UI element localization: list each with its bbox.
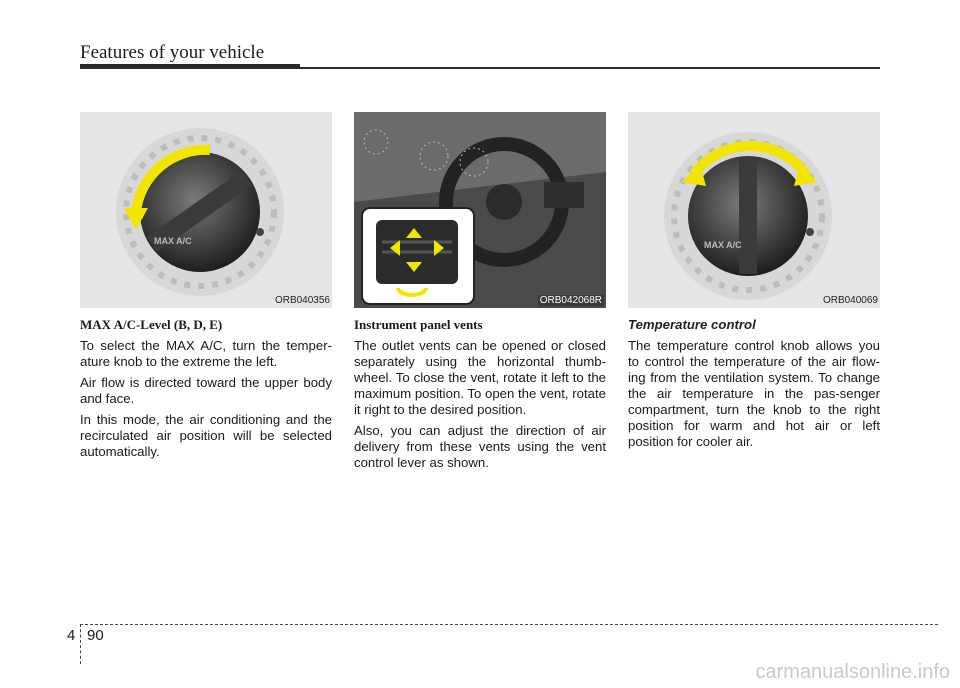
column-instrument-vents (354, 317, 606, 476)
column-max-ac (80, 317, 332, 465)
footer-rule (80, 624, 938, 625)
paragraph: The temperature control knob allows you to control the temperature of the air flow-ing from the ventilation system. To change the air temperature in the pas-senger compartment, turn the knob to the right position for warm and hot air or left position for cooler air. (628, 338, 880, 449)
page-number: 90 (87, 627, 104, 644)
dashboard-illustration (354, 112, 606, 308)
figure-code: ORB042068R (539, 295, 602, 306)
figure-code: ORB040069 (822, 295, 878, 306)
column-temperature-control (628, 317, 880, 455)
page-header-title: Features of your vehicle (80, 42, 265, 63)
watermark: carmanualsonline.info (755, 661, 950, 683)
section-heading: Temperature control (628, 317, 756, 332)
section-heading: MAX A/C-Level (B, D, E) (80, 317, 223, 332)
paragraph: Also, you can adjust the direction of air delivery from these vents using the vent control lever as shown. (354, 423, 606, 470)
knob-label: MAX A/C (154, 236, 192, 246)
paragraph: In this mode, the air conditioning and the recirculated air position will be selected automatically. (80, 412, 332, 459)
footer-divider (80, 624, 81, 664)
paragraph: To select the MAX A/C, turn the temper-ature knob to the extreme the left. (80, 338, 332, 369)
figure-temperature-knob (628, 112, 880, 308)
knob-illustration (80, 112, 332, 308)
paragraph: Air flow is directed toward the upper body and face. (80, 375, 332, 406)
figure-code: ORB040356 (274, 295, 330, 306)
knob-illustration (628, 112, 880, 308)
chapter-number: 4 (67, 627, 76, 644)
section-heading: Instrument panel vents (354, 317, 483, 332)
figure-max-ac-knob (80, 112, 332, 308)
figure-instrument-panel-vents (354, 112, 606, 308)
knob-label: MAX A/C (704, 240, 742, 250)
header-rule (80, 64, 300, 69)
paragraph: The outlet vents can be opened or closed separately using the horizontal thumb-wheel. To close the vent, rotate it left to the maximum position. To open the vent, rotate it right to the desired position. (354, 338, 606, 417)
header-rule-thin (300, 67, 880, 69)
